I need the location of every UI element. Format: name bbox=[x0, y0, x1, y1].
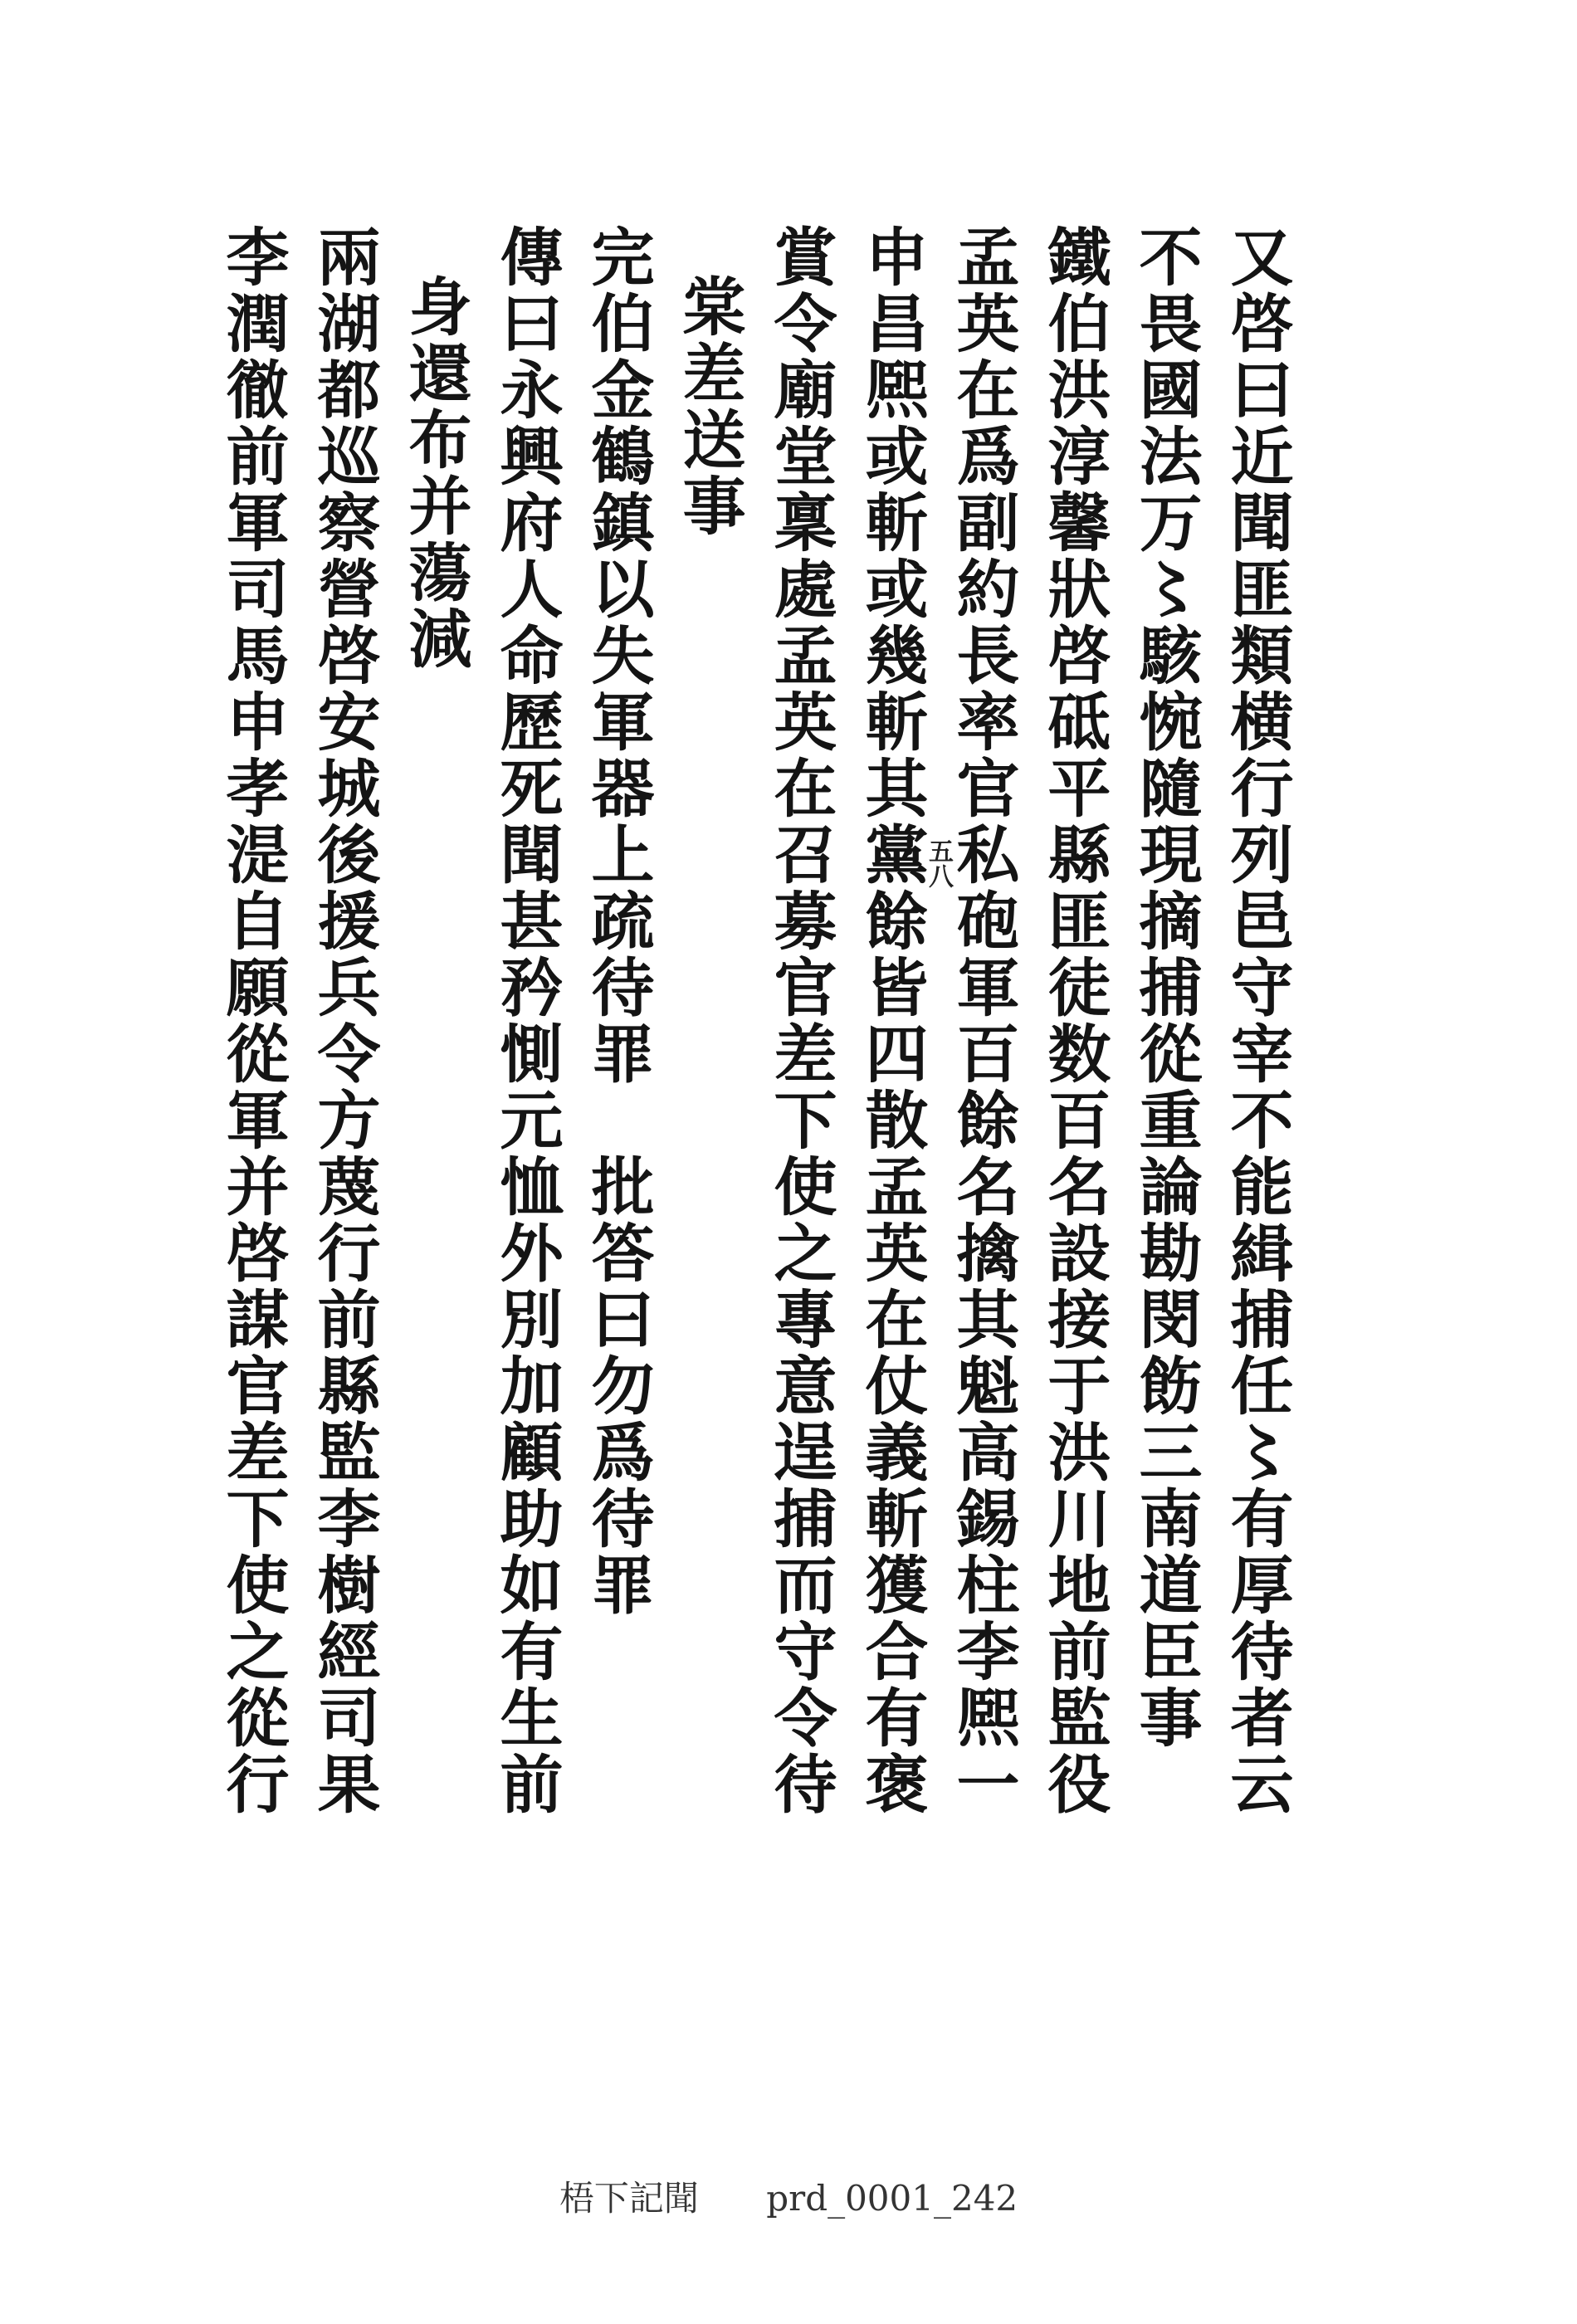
text-column: 孟英在爲副約長率官私砲軍百餘名擒其魁高錫柱李熈一 bbox=[946, 224, 1020, 1818]
page-footer bbox=[0, 2171, 1577, 2221]
footer-page-id: prd_0001_242 bbox=[766, 2178, 1018, 2219]
text-column: 兩湖都巡察營啓安城後援兵令方蔑行前縣監李樹經司果 bbox=[307, 224, 381, 1818]
text-column: 鐵伯洪淳馨狀啓砥平縣匪徒数百名設接于洪川地前監役 bbox=[1038, 224, 1111, 1818]
text-column: 不畏國法万〻駭惋隨現摘捕從重論勘閔飭三南道臣事 bbox=[1129, 224, 1203, 1751]
text-column: 身還布并蕩減 bbox=[398, 274, 472, 672]
text-column: 申昌熈或斬或幾斬其黨餘皆四散孟英在仗義斬獲合有褒 bbox=[855, 224, 929, 1818]
footer-title: 梧下記聞 bbox=[559, 2178, 699, 2219]
marginal-annotation: 五八 bbox=[924, 838, 953, 888]
text-column: 賞令廟堂稟處孟英在召募官差下使之專意逞捕而守令待 bbox=[764, 224, 837, 1818]
text-column: 完伯金鶴鎮以失軍器上疏待罪 批答曰勿爲待罪 bbox=[581, 224, 655, 1618]
vertical-text-block bbox=[214, 224, 1295, 1851]
text-column: 棠差送事 bbox=[672, 274, 746, 540]
text-column: 又啓曰近聞匪類横行列邑守宰不能緝捕任〻有厚待者云 bbox=[1220, 224, 1294, 1818]
text-column: 李潤徹前軍司馬申孝湜自願從軍并啓謀官差下使之從行 bbox=[216, 224, 290, 1818]
text-column: 傳曰永興府人命歷死聞甚矜惻元恤外別加顧助如有生前 bbox=[490, 224, 564, 1818]
